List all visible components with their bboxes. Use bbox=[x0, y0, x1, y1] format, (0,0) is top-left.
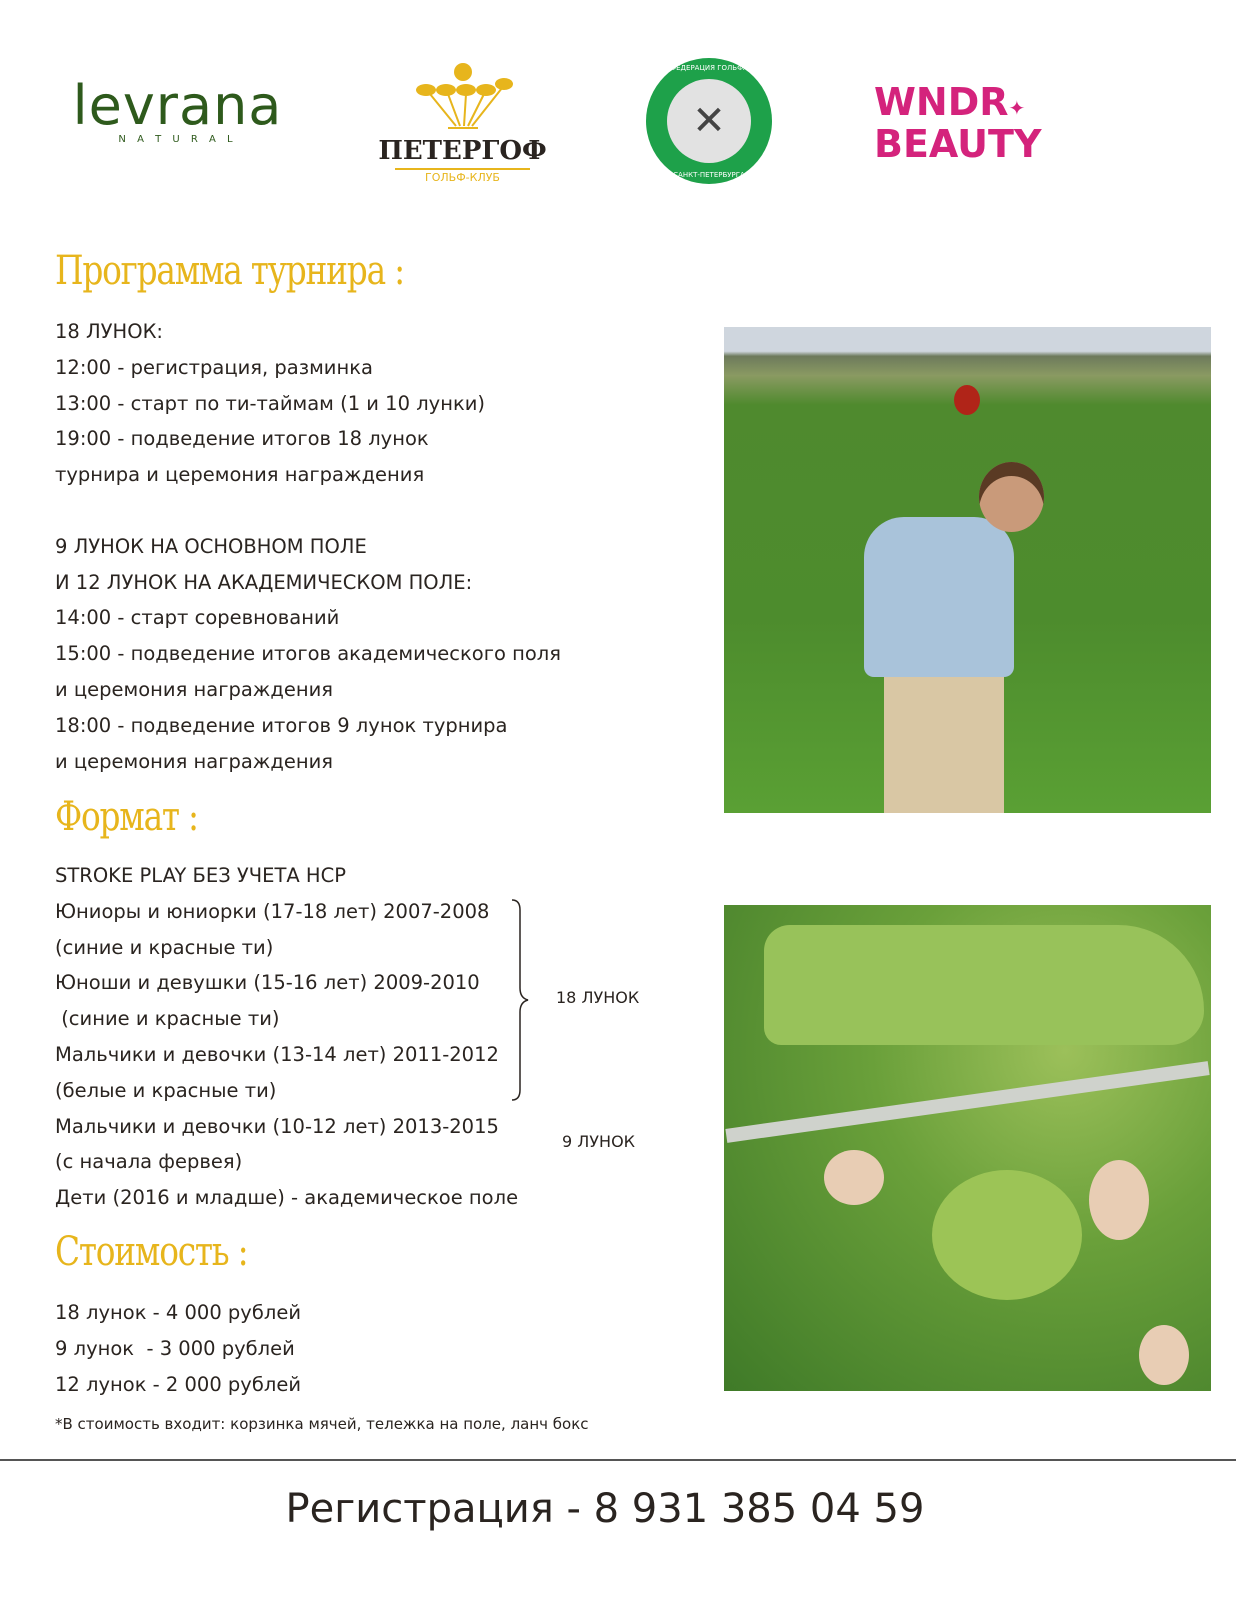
levrana-logo bbox=[70, 74, 285, 145]
wndr-beauty-logo bbox=[874, 80, 1042, 166]
text-line: Мальчики и девочки (13-14 лет) 2011-2012 bbox=[55, 1042, 499, 1066]
levrana-sub: N A T U R A L bbox=[118, 134, 237, 145]
brace-icon bbox=[506, 898, 536, 1102]
peterhof-emblem bbox=[408, 62, 518, 132]
text-line: Мальчики и девочки (10-12 лет) 2013-2015 bbox=[55, 1114, 499, 1138]
program-title: Программа турнира : bbox=[55, 248, 404, 294]
levrana-wordmark: levrana bbox=[72, 74, 283, 137]
divider bbox=[0, 1459, 1236, 1461]
text-line: 18:00 - подведение итогов 9 лунок турнира bbox=[55, 713, 508, 737]
text-line: турнира и церемония награждения bbox=[55, 463, 425, 487]
text-line: Юноши и девушки (15-16 лет) 2009-2010 bbox=[55, 971, 480, 995]
text-line: 12 лунок - 2 000 рублей bbox=[55, 1372, 302, 1396]
cost-note: *В стоимость входит: корзинка мячей, тележка на поле, ланч бокс bbox=[55, 1415, 589, 1433]
peterhof-logo bbox=[375, 62, 550, 184]
registration-phone[interactable]: Регистрация - 8 931 385 04 59 bbox=[285, 1486, 925, 1532]
text-line: 9 ЛУНОК НА ОСНОВНОМ ПОЛЕ bbox=[55, 534, 367, 558]
text-line: И 12 ЛУНОК НА АКАДЕМИЧЕСКОМ ПОЛЕ: bbox=[55, 570, 473, 594]
cost-list bbox=[55, 1295, 301, 1402]
text-line: 19:00 - подведение итогов 18 лунок bbox=[55, 427, 429, 451]
crossed-keys-icon: ✕ bbox=[667, 79, 751, 163]
text-line: 15:00 - подведение итогов академического поля bbox=[55, 642, 561, 666]
text-line: 18 ЛУНОК: bbox=[55, 320, 163, 343]
text-line: STROKE PLAY БЕЗ УЧЕТА HCP bbox=[55, 864, 346, 887]
wndr-text: WNDR bbox=[874, 80, 1009, 124]
text-line: 18 лунок - 4 000 рублей bbox=[55, 1301, 302, 1324]
beauty-text: BEAUTY bbox=[874, 122, 1042, 166]
federation-top: ФЕДЕРАЦИЯ ГОЛЬФА bbox=[670, 64, 748, 72]
peterhof-wordmark: ПЕТЕРГОФ bbox=[378, 136, 547, 166]
text-line: Дети (2016 и младше) - академическое поле bbox=[55, 1186, 519, 1210]
text-line: (с начала фервея) bbox=[55, 1150, 243, 1174]
text-line: 9 лунок - 3 000 рублей bbox=[55, 1336, 295, 1360]
text-line: и церемония награждения bbox=[55, 677, 333, 701]
peterhof-sub: ГОЛЬФ-КЛУБ bbox=[395, 168, 530, 184]
text-line: (синие и красные ти) bbox=[55, 935, 274, 959]
text-line: 13:00 - старт по ти-таймам (1 и 10 лунки) bbox=[55, 391, 485, 415]
text-line: 14:00 - старт соревнований bbox=[55, 606, 340, 630]
text-line: 12:00 - регистрация, разминка bbox=[55, 355, 373, 379]
group-18-holes-label: 18 ЛУНОК bbox=[556, 988, 640, 1007]
text-line: Юниоры и юниорки (17-18 лет) 2007-2008 bbox=[55, 899, 490, 923]
boy-golfer-photo bbox=[724, 327, 1211, 813]
program-list bbox=[55, 314, 561, 779]
group-9-holes-label: 9 ЛУНОК bbox=[562, 1132, 636, 1151]
format-title: Формат : bbox=[55, 794, 198, 840]
text-line: (белые и красные ти) bbox=[55, 1078, 277, 1102]
golf-course-aerial-photo bbox=[724, 905, 1211, 1391]
federation-bottom: САНКТ-ПЕТЕРБУРГА bbox=[673, 171, 745, 179]
golf-federation-logo bbox=[646, 58, 772, 184]
text-line bbox=[55, 493, 561, 529]
text-line: (синие и красные ти) bbox=[55, 1007, 280, 1031]
format-list bbox=[55, 858, 518, 1216]
sparkle-icon: ✦ bbox=[1008, 96, 1026, 120]
text-line: и церемония награждения bbox=[55, 749, 333, 773]
cost-title: Стоимость : bbox=[55, 1229, 248, 1275]
